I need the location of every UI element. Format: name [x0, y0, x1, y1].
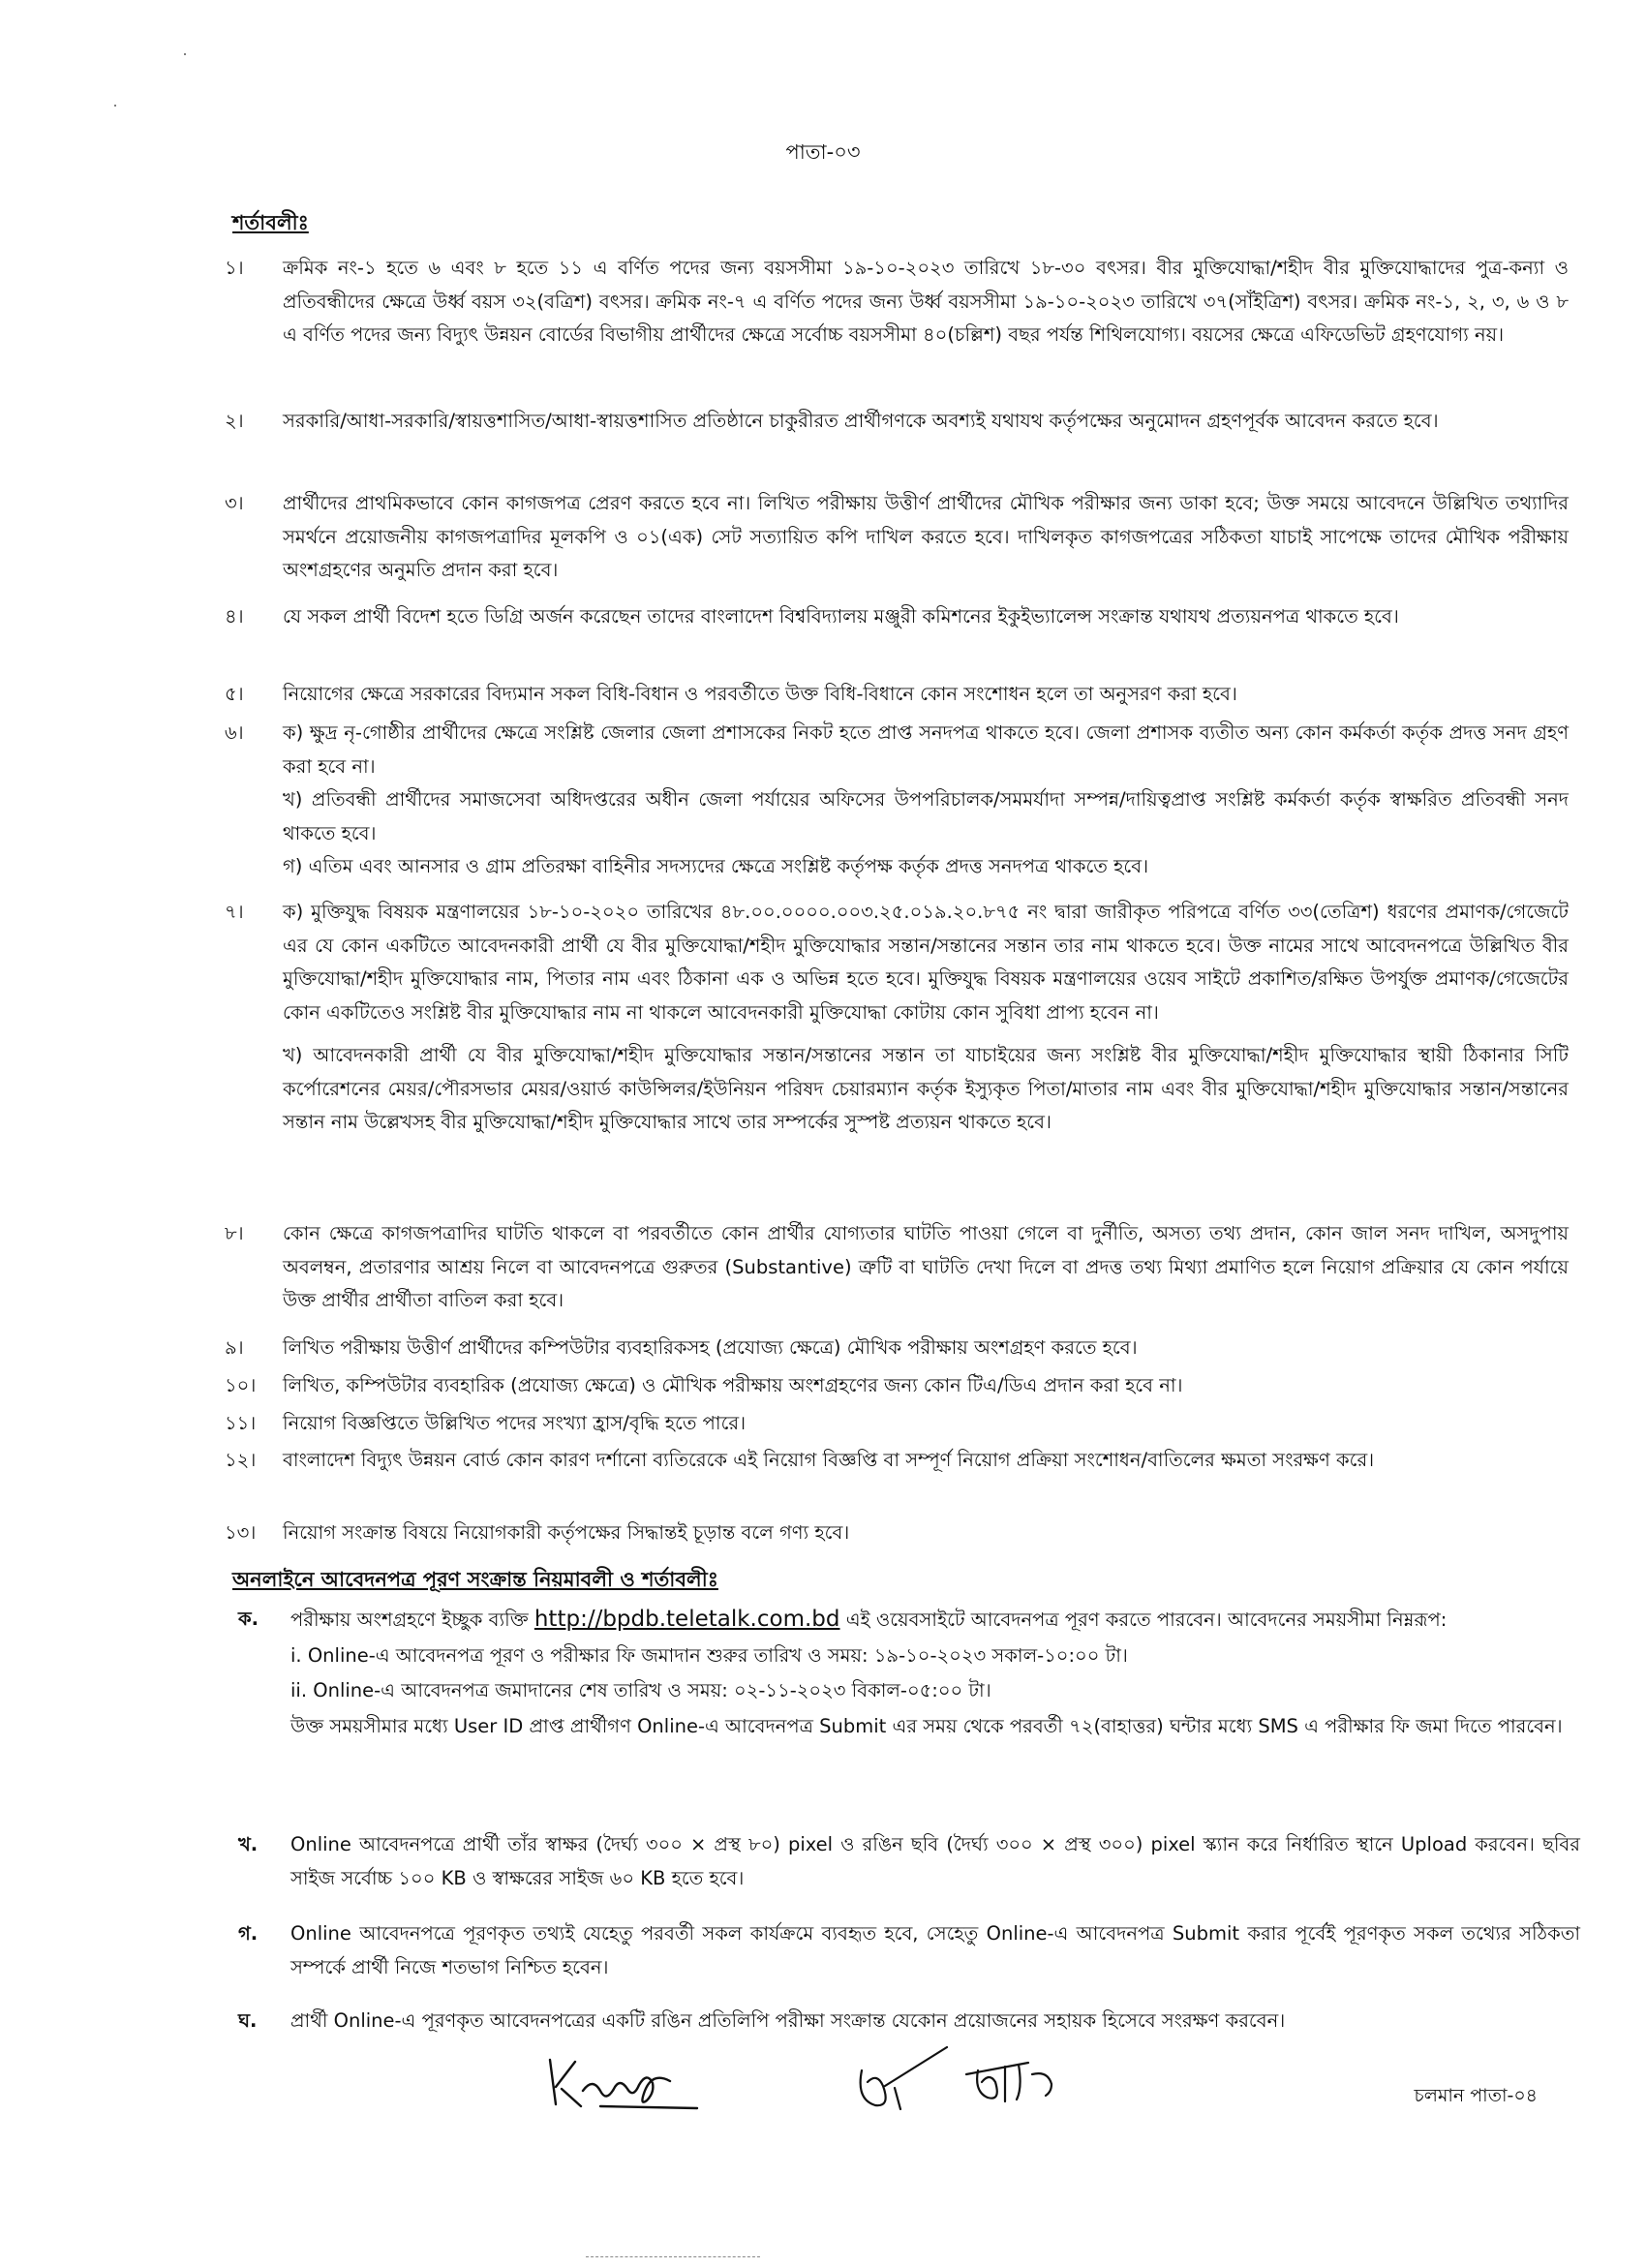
item-number: ৪। [225, 605, 244, 628]
item-label: গ. [238, 1922, 259, 1945]
condition-item [225, 252, 1569, 352]
conditions-heading: শর্তাবলীঃ [232, 211, 309, 234]
condition-item [225, 487, 1569, 588]
subitem-kha: খ) আবেদনকারী প্রার্থী যে বীর মুক্তিযোদ্ধা/শহীদ মুক্তিযোদ্ধার সন্তান/সন্তানের সন্তান তা যাচাইয়ের জন্য সংশ্লিষ্ট বীর মুক্তিযোদ্ধা/শহীদ মুক্তিযোদ্ধার স্থায়ী ঠিকানার সিটি কর্পোরেশনের মেয়র/পৌরসভার মেয়র/ওয়ার্ড কাউন্সিলর/ইউনিয়ন পরিষদ চেয়ারম্যান কর্তৃক ইস্যুকৃত পিতা/মাতার নাম এবং বীর মুক্তিযোদ্ধা/শহীদ মুক্তিযোদ্ধার সন্তান/সন্তানের সন্তান নাম উল্লেখসহ বীর মুক্তিযোদ্ধা/শহীদ মুক্তিযোদ্ধার সাথে তার সম্পর্কের সুস্পষ্ট প্রত্যয়ন থাকতে হবে। [283, 1044, 1569, 1133]
item-number: ৯। [225, 1336, 244, 1359]
condition-item [225, 1332, 1569, 1365]
item-number: ১০। [225, 1374, 257, 1396]
sms-fee-line: উক্ত সময়সীমার মধ্যে User ID প্রাপ্ত প্রার্থীগণ Online-এ আবেদনপত্র Submit এর সময় থেকে পরবর্তী ৭২(বাহাত্তর) ঘন্টার মধ্যে SMS এ পরীক্ষার ফি জমা দিতে পারবেন। [290, 1714, 1563, 1737]
end-date-line: ii. Online-এ আবেদনপত্র জমাদানের শেষ তারিখ ও সময়: ০২-১১-২০২৩ বিকাল-০৫:০০ টা। [290, 1679, 991, 1701]
condition-item [225, 1517, 1569, 1550]
condition-item [225, 896, 1569, 1140]
condition-item [225, 678, 1569, 712]
condition-item [225, 405, 1569, 439]
item-text: Online আবেদনপত্রে পূরণকৃত তথ্যই যেহেতু পরবর্তী সকল কার্যক্রমে ব্যবহৃত হবে, সেহেতু Online-এ আবেদনপত্র Submit করার পূর্বেই পূরণকৃত সকল তথ্যের সঠিকতা সম্পর্কে প্রার্থী নিজে শতভাগ নিশ্চিত হবেন। [290, 1922, 1580, 1978]
scan-speck [184, 53, 186, 55]
page-number: পাতা-০৩ [785, 140, 861, 164]
online-item-kha [225, 1828, 1580, 1895]
item-text: ক্রমিক নং-১ হতে ৬ এবং ৮ হতে ১১ এ বর্ণিত পদের জন্য বয়সসীমা ১৯-১০-২০২৩ তারিখে ১৮-৩০ বৎসর। বীর মুক্তিযোদ্ধা/শহীদ বীর মুক্তিযোদ্ধাদের পুত্র-কন্যা ও প্রতিবন্ধীদের ক্ষেত্রে উর্ধ্ব বয়স ৩২(বত্রিশ) বৎসর। ক্রমিক নং-৭ এ বর্ণিত পদের জন্য উর্ধ্ব বয়সসীমা ১৯-১০-২০২৩ তারিখে ৩৭(সাঁইত্রিশ) বৎসর। ক্রমিক নং-১, ২, ৩, ৬ ও ৮ এ বর্ণিত পদের জন্য বিদ্যুৎ উন্নয়ন বোর্ডের বিভাগীয় প্রার্থীদের ক্ষেত্রে সর্বোচ্চ বয়সসীমা ৪০(চল্লিশ) বছর পর্যন্ত শিথিলযোগ্য। বয়সের ক্ষেত্রে এফিডেভিট গ্রহণযোগ্য নয়। [283, 257, 1569, 346]
item-number: ২। [225, 410, 244, 432]
website-link[interactable]: http://bpdb.teletalk.com.bd [533, 1607, 840, 1632]
item-text: বাংলাদেশ বিদ্যুৎ উন্নয়ন বোর্ড কোন কারণ দর্শানো ব্যতিরেকে এই নিয়োগ বিজ্ঞপ্তি বা সম্পূর্ণ নিয়োগ প্রক্রিয়া সংশোধন/বাতিলের ক্ষমতা সংরক্ষণ করে। [283, 1449, 1375, 1471]
item-text: প্রার্থীদের প্রাথমিকভাবে কোন কাগজপত্র প্রেরণ করতে হবে না। লিখিত পরীক্ষায় উত্তীর্ণ প্রার্থীদের মৌখিক পরীক্ষার জন্য ডাকা হবে; উক্ত সময়ে আবেদনে উল্লিখিত তথ্যাদির সমর্থনে প্রয়োজনীয় কাগজপত্রাদির মূলকপি ও ০১(এক) সেট সত্যায়িত কপি দাখিল করতে হবে। দাখিলকৃত কাগজপত্রের সঠিকতা যাচাই সাপেক্ষে তাদের মৌখিক পরীক্ষায় অংশগ্রহণের অনুমতি প্রদান করা হবে। [283, 492, 1569, 581]
item-text: পরীক্ষায় অংশগ্রহণে ইচ্ছুক ব্যক্তি [290, 1609, 529, 1631]
item-number: ১১। [225, 1412, 257, 1434]
item-label: ক. [238, 1608, 259, 1630]
item-text: নিয়োগ বিজ্ঞপ্তিতে উল্লিখিত পদের সংখ্যা হ্রাস/বৃদ্ধি হতে পারে। [283, 1412, 747, 1434]
online-item-gha [225, 2005, 1580, 2038]
item-text: লিখিত পরীক্ষায় উত্তীর্ণ প্রার্থীদের কম্পিউটার ব্যবহারিকসহ (প্রযোজ্য ক্ষেত্রে) মৌখিক পরীক্ষায় অংশগ্রহণ করতে হবে। [283, 1336, 1138, 1359]
item-text: Online আবেদনপত্রে প্রার্থী তাঁর স্বাক্ষর (দৈর্ঘ্য ৩০০ × প্রস্থ ৮০) pixel ও রঙিন ছবি (দৈর্ঘ্য ৩০০ × প্রস্থ ৩০০) pixel স্ক্যান করে নির্ধারিত স্থানে Upload করবেন। ছবির সাইজ সর্বোচ্চ ১০০ KB ও স্বাক্ষরের সাইজ ৬০ KB হতে হবে। [290, 1833, 1580, 1889]
signature-2 [842, 2041, 1075, 2119]
item-number: ৬। [225, 721, 244, 744]
subitem-ka: ক) ক্ষুদ্র নৃ-গোষ্ঠীর প্রার্থীদের ক্ষেত্রে সংশ্লিষ্ট জেলার জেলা প্রশাসকের নিকট হতে প্রাপ্ত সনদপত্র থাকতে হবে। জেলা প্রশাসক ব্যতীত অন্য কোন কর্মকর্তা কর্তৃক প্রদত্ত সনদ গ্রহণ করা হবে না। [283, 721, 1569, 778]
item-number: ৮। [225, 1222, 244, 1244]
item-text: এই ওয়েবসাইটে আবেদনপত্র পূরণ করতে পারবেন। আবেদনের সময়সীমা নিম্নরূপ: [845, 1609, 1448, 1631]
signature-1 [542, 2048, 707, 2116]
scan-speck [114, 105, 116, 107]
item-number: ৩। [225, 492, 244, 514]
item-text: যে সকল প্রার্থী বিদেশ হতে ডিগ্রি অর্জন করেছেন তাদের বাংলাদেশ বিশ্ববিদ্যালয় মঞ্জুরী কমিশনের ইকুইভ্যালেন্স সংক্রান্ত যথাযথ প্রত্যয়নপত্র থাকতে হবে। [283, 605, 1399, 628]
online-heading: অনলাইনে আবেদনপত্র পূরণ সংক্রান্ত নিয়মাবলী ও শর্তাবলীঃ [232, 1568, 718, 1591]
item-text: সরকারি/আধা-সরকারি/স্বায়ত্তশাসিত/আধা-স্বায়ত্তশাসিত প্রতিষ্ঠানে চাকুরীরত প্রার্থীগণকে অবশ্যই যথাযথ কর্তৃপক্ষের অনুমোদন গ্রহণপূর্বক আবেদন করতে হবে। [283, 410, 1439, 432]
start-date-line: i. Online-এ আবেদনপত্র পূরণ ও পরীক্ষার ফি জমাদান শুরুর তারিখ ও সময়: ১৯-১০-২০২৩ সকাল-১০:০০ টা। [290, 1643, 1128, 1667]
item-number: ৫। [225, 683, 244, 705]
condition-item [225, 1369, 1569, 1403]
item-text: নিয়োগের ক্ষেত্রে সরকারের বিদ্যমান সকল বিধি-বিধান ও পরবর্তীতে উক্ত বিধি-বিধানে কোন সংশোধন হলে তা অনুসরণ করা হবে। [283, 683, 1237, 705]
item-text: কোন ক্ষেত্রে কাগজপত্রাদির ঘাটতি থাকলে বা পরবর্তীতে কোন প্রার্থীর যোগ্যতার ঘাটতি পাওয়া গেলে বা দুর্নীতি, অসত্য তথ্য প্রদান, কোন জাল সনদ দাখিল, অসদুপায় অবলম্বন, প্রতারণার আশ্রয় নিলে বা আবেদনপত্রে গুরুতর (Substantive) ত্রুটি বা ঘাটতি দেখা দিলে বা প্রদত্ত তথ্য মিথ্যা প্রমাণিত হলে নিয়োগ প্রক্রিয়ার যে কোন পর্যায়ে উক্ত প্রার্থীর প্রার্থীতা বাতিল করা হবে। [283, 1222, 1569, 1311]
item-number: ১। [225, 257, 244, 279]
subitem-ga: গ) এতিম এবং আনসার ও গ্রাম প্রতিরক্ষা বাহিনীর সদস্যদের ক্ষেত্রে সংশ্লিষ্ট কর্তৃপক্ষ কর্তৃক প্রদত্ত সনদপত্র থাকতে হবে। [283, 855, 1149, 877]
continued-page-note: চলমান পাতা-০৪ [1414, 2085, 1538, 2106]
item-text: নিয়োগ সংক্রান্ত বিষয়ে নিয়োগকারী কর্তৃপক্ষের সিদ্ধান্তই চূড়ান্ত বলে গণ্য হবে। [283, 1521, 850, 1544]
condition-item [225, 1217, 1569, 1318]
condition-item [225, 1444, 1569, 1478]
item-text: প্রার্থী Online-এ পূরণকৃত আবেদনপত্রের একটি রঙিন প্রতিলিপি পরীক্ষা সংক্রান্ত যেকোন প্রয়োজনের সহায়ক হিসেবে সংরক্ষণ করবেন। [290, 2009, 1286, 2032]
condition-item [225, 1407, 1569, 1441]
item-text: লিখিত, কম্পিউটার ব্যবহারিক (প্রযোজ্য ক্ষেত্রে) ও মৌখিক পরীক্ষায় অংশগ্রহণের জন্য কোন টিএ/ডিএ প্রদান করা হবে না। [283, 1374, 1183, 1396]
condition-item [225, 717, 1569, 884]
item-number: ১২। [225, 1449, 257, 1471]
scan-edge-marks [586, 2256, 760, 2259]
online-item-ga [225, 1917, 1580, 1984]
online-item-ka [225, 1603, 1580, 1743]
item-number: ১৩। [225, 1521, 257, 1544]
subitem-ka: ক) মুক্তিযুদ্ধ বিষয়ক মন্ত্রণালয়ের ১৮-১০-২০২০ তারিখের ৪৮.০০.০০০০.০০৩.২৫.০১৯.২০.৮৭৫ নং দ্বারা জারীকৃত পরিপত্রে বর্ণিত ৩৩(তেত্রিশ) ধরণের প্রমাণক/গেজেটে এর যে কোন একটিতে আবেদনকারী প্রার্থী যে বীর মুক্তিযোদ্ধা/শহীদ মুক্তিযোদ্ধার সন্তান/সন্তানের সন্তান তার নাম থাকতে হবে। উক্ত নামের সাথে আবেদনপত্রে উল্লিখিত বীর মুক্তিযোদ্ধা/শহীদ মুক্তিযোদ্ধার নাম, পিতার নাম এবং ঠিকানা এক ও অভিন্ন হতে হবে। মুক্তিযুদ্ধ বিষয়ক মন্ত্রণালয়ের ওয়েব সাইটে প্রকাশিত/রক্ষিত উপর্যুক্ত প্রমাণক/গেজেটের কোন একটিতেও সংশ্লিষ্ট বীর মুক্তিযোদ্ধার নাম না থাকলে আবেদনকারী মুক্তিযোদ্ধা কোটায় কোন সুবিধা প্রাপ্য হবেন না। [283, 901, 1569, 1024]
item-number: ৭। [225, 901, 244, 923]
item-label: ঘ. [238, 2009, 258, 2032]
item-label: খ. [238, 1833, 259, 1855]
subitem-kha: খ) প্রতিবন্ধী প্রার্থীদের সমাজসেবা অধিদপ্তরের অধীন জেলা পর্যায়ের অফিসের উপপরিচালক/সমমর্যাদা সম্পন্ন/দায়িত্বপ্রাপ্ত সংশ্লিষ্ট কর্মকর্তা কর্তৃক স্বাক্ষরিত প্রতিবন্ধী সনদ থাকতে হবে। [283, 788, 1569, 844]
condition-item [225, 600, 1569, 634]
